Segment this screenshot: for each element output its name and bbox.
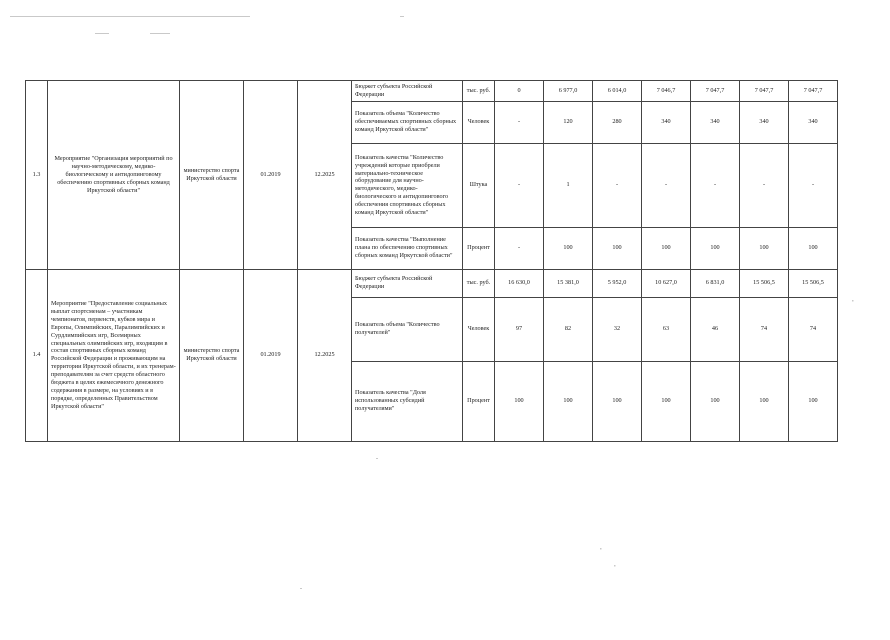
value-cell: 16 630,0 [495, 269, 544, 297]
value-cell: - [740, 143, 789, 227]
value-cell: 0 [495, 81, 544, 102]
value-cell: 340 [740, 101, 789, 143]
value-cell: - [642, 143, 691, 227]
value-cell: - [495, 227, 544, 269]
value-cell: - [691, 143, 740, 227]
value-cell: 100 [593, 227, 642, 269]
row-number: 1.4 [26, 269, 48, 441]
table-row [26, 81, 838, 102]
value-cell: 340 [642, 101, 691, 143]
value-cell: 15 506,5 [740, 269, 789, 297]
indicator-unit: тыс. руб. [463, 81, 495, 102]
value-cell: 15 381,0 [544, 269, 593, 297]
value-cell: 10 627,0 [642, 269, 691, 297]
start-date: 01.2019 [244, 81, 298, 270]
indicator-unit: Процент [463, 361, 495, 441]
activity-description: Мероприятие "Организация мероприятий по научно-методическому, медико-биологическому и антидопинговому обеспечению спортивных сборных команд Иркутской области" [48, 81, 180, 270]
value-cell: 340 [789, 101, 838, 143]
value-cell: 15 506,5 [789, 269, 838, 297]
executor: министерство спорта Иркутской области [180, 81, 244, 270]
value-cell: - [495, 101, 544, 143]
value-cell: 120 [544, 101, 593, 143]
end-date: 12.2025 [298, 81, 352, 270]
indicator-name: Показатель качества "Количество учреждений которые приобрели материально-техническое оборудование для научно-методического, медико-биологического и антидопингового обеспечения спортивных сборных команд Иркутской области" [352, 143, 463, 227]
value-cell: 1 [544, 143, 593, 227]
value-cell: 74 [789, 297, 838, 361]
indicator-name: Показатель качества "Выполнение плана по обеспечению спортивных сборных команд Иркутской области" [352, 227, 463, 269]
value-cell: - [789, 143, 838, 227]
indicator-unit: Процент [463, 227, 495, 269]
value-cell: - [495, 143, 544, 227]
indicator-unit: Человек [463, 297, 495, 361]
value-cell: 100 [495, 361, 544, 441]
value-cell: 100 [691, 227, 740, 269]
indicator-name: Бюджет субъекта Российской Федерации [352, 81, 463, 102]
value-cell: 100 [740, 361, 789, 441]
value-cell: 100 [642, 361, 691, 441]
indicator-name: Показатель объема "Количество получателей" [352, 297, 463, 361]
value-cell: 5 952,0 [593, 269, 642, 297]
value-cell: 7 047,7 [740, 81, 789, 102]
value-cell: 100 [789, 361, 838, 441]
value-cell: 7 047,7 [691, 81, 740, 102]
indicator-name: Показатель объема "Количество обеспечиваемых спортивных сборных команд Иркутской области" [352, 101, 463, 143]
value-cell: 82 [544, 297, 593, 361]
activity-description: Мероприятие "Предоставление социальных выплат спортсменам – участникам чемпионатов, первенств, кубков мира и Европы, Олимпийских, Паралимпийских и Сурдлимпийских игр, Всемирных специальных олимпийских игр, входящим в состав спортивных сборных команд Российской Федерации и проживающим на территории Иркутской области, и их тренерам-преподавателям за счет средств областного бюджета в целях ежемесячного денежного содержания в размере, на условиях и в порядке, определенных Правительством Иркутской области" [48, 269, 180, 441]
row-number: 1.3 [26, 81, 48, 270]
indicator-unit: Человек [463, 101, 495, 143]
start-date: 01.2019 [244, 269, 298, 441]
value-cell: 340 [691, 101, 740, 143]
indicator-name: Бюджет субъекта Российской Федерации [352, 269, 463, 297]
program-table [25, 80, 838, 442]
value-cell: 100 [789, 227, 838, 269]
value-cell: - [593, 143, 642, 227]
indicator-unit: тыс. руб. [463, 269, 495, 297]
value-cell: 100 [740, 227, 789, 269]
value-cell: 74 [740, 297, 789, 361]
executor: министерство спорта Иркутской области [180, 269, 244, 441]
value-cell: 100 [544, 361, 593, 441]
value-cell: 32 [593, 297, 642, 361]
value-cell: 6 014,0 [593, 81, 642, 102]
value-cell: 46 [691, 297, 740, 361]
value-cell: 100 [691, 361, 740, 441]
end-date: 12.2025 [298, 269, 352, 441]
value-cell: 100 [642, 227, 691, 269]
indicator-unit: Штука [463, 143, 495, 227]
value-cell: 100 [544, 227, 593, 269]
value-cell: 63 [642, 297, 691, 361]
value-cell: 7 047,7 [789, 81, 838, 102]
value-cell: 100 [593, 361, 642, 441]
value-cell: 7 046,7 [642, 81, 691, 102]
value-cell: 6 831,0 [691, 269, 740, 297]
value-cell: 6 977,0 [544, 81, 593, 102]
value-cell: 97 [495, 297, 544, 361]
value-cell: 280 [593, 101, 642, 143]
indicator-name: Показатель качества "Доля использованных субсидий получателями" [352, 361, 463, 441]
table-row [26, 269, 838, 297]
